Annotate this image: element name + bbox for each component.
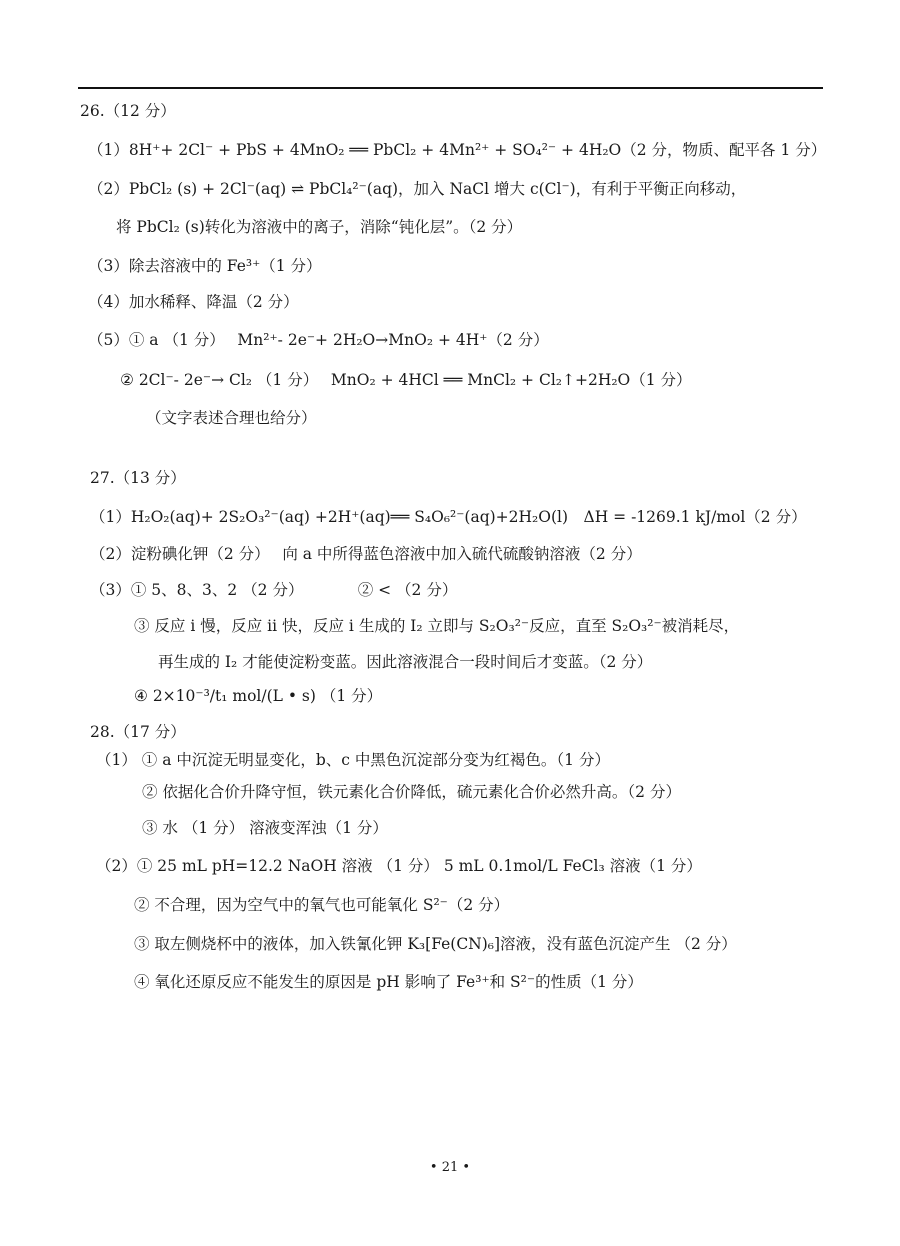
q28-part1-1: （1） ① a 中沉淀无明显变化，b、c 中黑色沉淀部分变为红褐色。（1 分） [96,751,610,769]
q28-part2-1: （2）① 25 mL pH=12.2 NaOH 溶液 （1 分） 5 mL 0.1mol/L FeCl₃ 溶液（1 分） [96,857,702,875]
q26-part2-cont: 将 PbCl₂ (s)转化为溶液中的离子，消除“钝化层”。（2 分） [116,218,523,236]
q26-part3: （3）除去溶液中的 Fe³⁺（1 分） [88,257,322,275]
q28-header: 28.（17 分） [90,723,186,741]
q28-part2-3: ③ 取左侧烧杯中的液体，加入铁氰化钾 K₃[Fe(CN)₆]溶液，没有蓝色沉淀产生 （2 分） [134,935,737,953]
q27-part2: （2）淀粉碘化钾（2 分） 向 a 中所得蓝色溶液中加入硫代硫酸钠溶液（2 分） [90,545,642,563]
page-number: • 21 • [429,1160,471,1175]
q27-part3-4: ④ 2×10⁻³/t₁ mol/(L • s) （1 分） [134,687,383,705]
q28-part1-3: ③ 水 （1 分） 溶液变浑浊（1 分） [142,819,388,837]
q28-part2-2: ② 不合理，因为空气中的氧气也可能氧化 S²⁻（2 分） [134,896,510,914]
q27-part3-1: （3）① 5、8、3、2 （2 分） ② < （2 分） [90,581,458,599]
top-rule [78,87,823,89]
q27-part3-3-cont: 再生成的 I₂ 才能使淀粉变蓝。因此溶液混合一段时间后才变蓝。（2 分） [158,653,653,671]
q26-header: 26.（12 分） [80,102,176,120]
q27-part1: （1）H₂O₂(aq)+ 2S₂O₃²⁻(aq) +2H⁺(aq)══ S₄O₆²⁻(aq)+2H₂O(l) ΔH = -1269.1 kJ/mol（2 分） [90,508,807,526]
q26-part5-1: （5）① a （1 分） Mn²⁺- 2e⁻+ 2H₂O→MnO₂ + 4H⁺（2 分） [88,331,549,349]
q27-part3-3: ③ 反应 i 慢，反应 ii 快，反应 i 生成的 I₂ 立即与 S₂O₃²⁻反应，直至 S₂O₃²⁻被消耗尽， [134,617,740,635]
q26-part1: （1）8H⁺+ 2Cl⁻ + PbS + 4MnO₂ ══ PbCl₂ + 4Mn²⁺ + SO₄²⁻ + 4H₂O（2 分，物质、配平各 1 分） [88,141,827,159]
q26-note: （文字表述合理也给分） [146,409,317,427]
q26-part4: （4）加水稀释、降温（2 分） [88,293,299,311]
q28-part2-4: ④ 氧化还原反应不能发生的原因是 pH 影响了 Fe³⁺和 S²⁻的性质（1 分） [134,973,643,991]
q28-part1-2: ② 依据化合价升降守恒，铁元素化合价降低，硫元素化合价必然升高。（2 分） [142,783,681,801]
q27-header: 27.（13 分） [90,469,186,487]
q26-part2: （2）PbCl₂ (s) + 2Cl⁻(aq) ⇌ PbCl₄²⁻(aq)，加入 NaCl 增大 c(Cl⁻)，有利于平衡正向移动， [88,180,747,198]
q26-part5-2: ② 2Cl⁻- 2e⁻→ Cl₂ （1 分） MnO₂ + 4HCl ══ MnCl₂ + Cl₂↑+2H₂O（1 分） [120,371,692,389]
